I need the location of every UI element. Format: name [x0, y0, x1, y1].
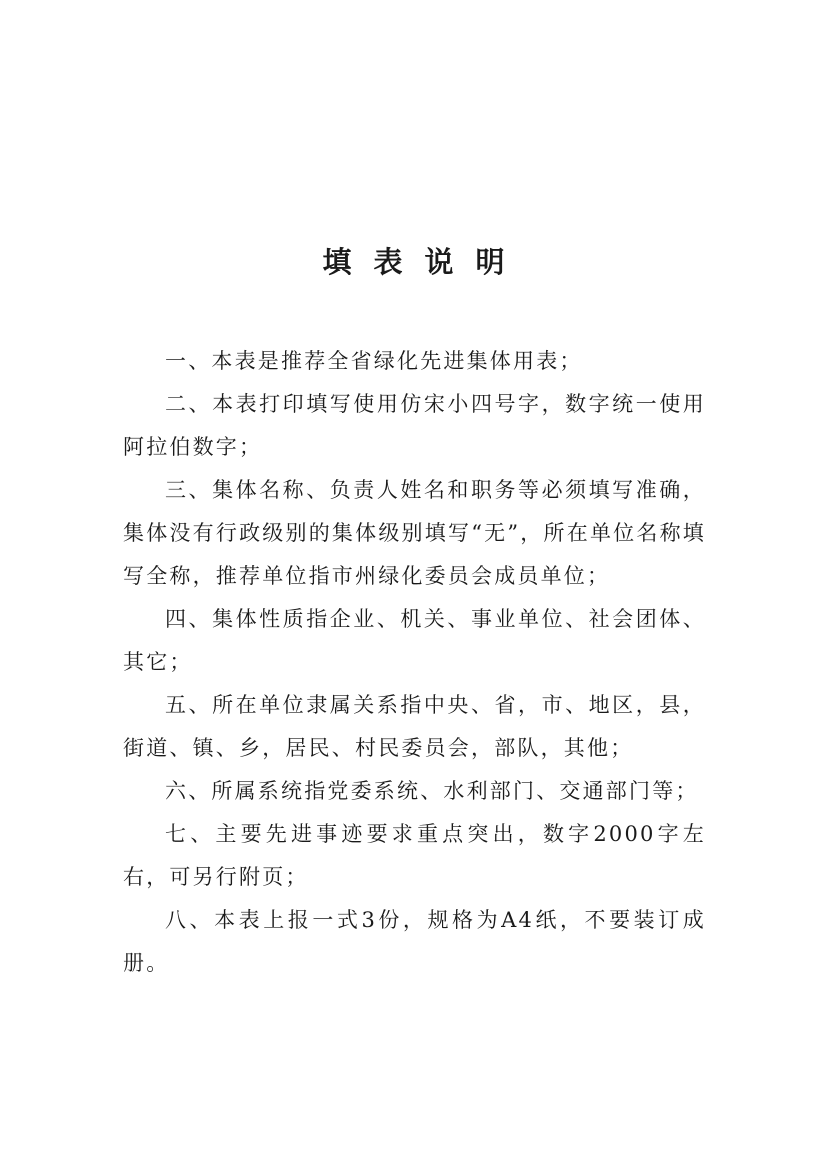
instruction-item-2: 二、本表打印填写使用仿宋小四号字，数字统一使用阿拉伯数字；: [123, 392, 706, 459]
instruction-item-1: 一、本表是推荐全省绿化先进集体用表；: [165, 349, 583, 373]
instruction-item-5: 五、所在单位隶属关系指中央、省，市、地区，县，街道、镇、乡，居民、村民委员会，部队，其他；: [123, 693, 706, 760]
instruction-item-7: 七、主要先进事迹要求重点突出，数字2000字左右，可另行附页；: [123, 822, 706, 889]
instruction-item-4: 四、集体性质指企业、机关、事业单位、社会团体、其它；: [123, 607, 706, 674]
instructions-list: [123, 340, 706, 985]
instruction-item-8: 八、本表上报一式3份，规格为A4纸，不要装订成册。: [123, 908, 706, 975]
document-title: 填表说明: [322, 245, 527, 279]
instruction-item-6: 六、所属系统指党委系统、水利部门、交通部门等；: [165, 779, 699, 803]
instruction-item-3: 三、集体名称、负责人姓名和职务等必须填写准确，集体没有行政级别的集体级别填写“无”，所在单位名称填写全称，推荐单位指市州绿化委员会成员单位；: [123, 478, 706, 588]
